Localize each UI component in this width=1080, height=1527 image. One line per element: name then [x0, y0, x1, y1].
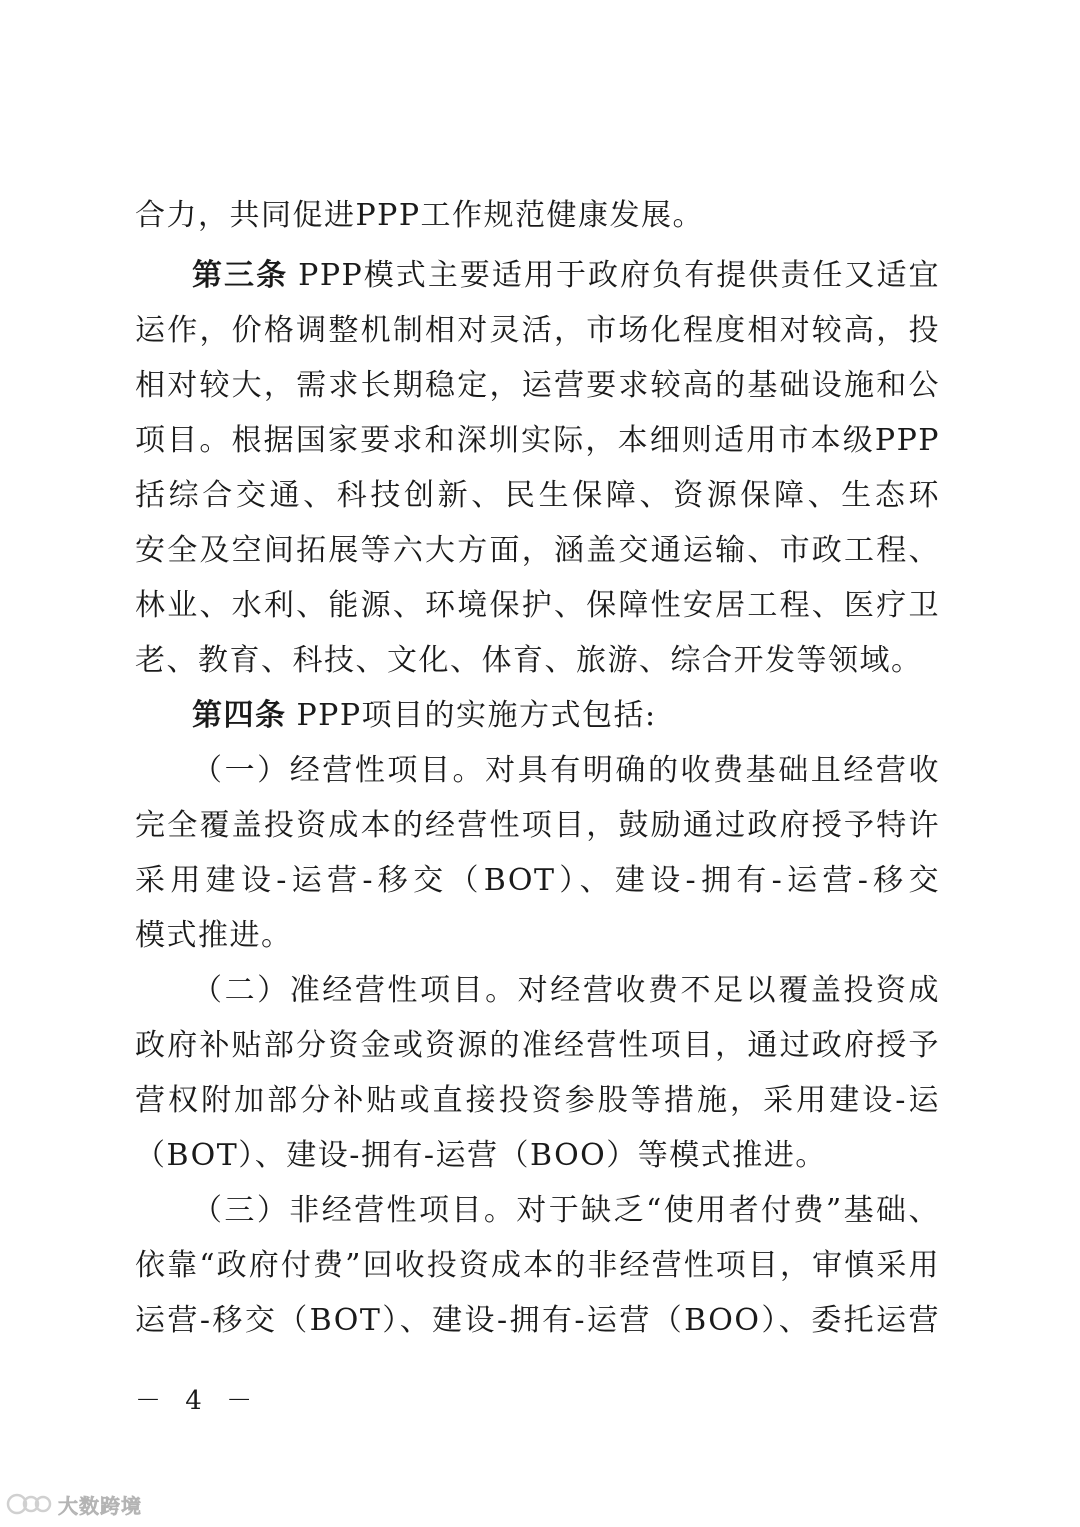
page-number: － 4 －: [135, 1386, 261, 1416]
paragraph-line: PPP项目的实施方式包括:: [296, 698, 657, 733]
paragraph-line: 相对较大，需求长期稳定，运营要求较高的基础设施和公: [135, 368, 940, 403]
paragraph-line: 运营-移交（BOT）、建设-拥有-运营（BOO）、委托运营: [135, 1303, 940, 1338]
article-3-heading: 第三条: [192, 258, 289, 293]
paragraph-line: 模式推进。: [135, 918, 293, 953]
paragraph-line: 合力，共同促进PPP工作规范健康发展。: [135, 198, 705, 233]
paragraph-line: 采用建设-运营-移交（BOT）、建设-拥有-运营-移交: [135, 863, 940, 898]
paragraph-line: 项目。根据国家要求和深圳实际，本细则适用市本级PPP: [135, 423, 940, 458]
paragraph-line: 安全及空间拓展等六大方面，涵盖交通运输、市政工程、: [135, 533, 940, 568]
watermark: [6, 1489, 142, 1519]
watermark-text: 大数跨境: [58, 1493, 142, 1518]
watermark-logo-icon: [6, 1491, 54, 1517]
paragraph-line: （二）准经营性项目。对经营收费不足以覆盖投资成: [192, 973, 940, 1008]
article-3-first-line: [192, 256, 940, 296]
paragraph-line: 林业、水利、能源、环境保护、保障性安居工程、医疗卫: [135, 588, 940, 623]
paragraph-line: 括综合交通、科技创新、民生保障、资源保障、生态环: [135, 478, 940, 513]
paragraph-line: 老、教育、科技、文化、体育、旅游、综合开发等领域。: [135, 643, 923, 678]
paragraph-line: （三）非经营性项目。对于缺乏“使用者付费”基础、: [192, 1193, 940, 1228]
paragraph-line: 完全覆盖投资成本的经营性项目，鼓励通过政府授予特许: [135, 808, 940, 843]
paragraph-line: 运作，价格调整机制相对灵活，市场化程度相对较高，投: [135, 313, 940, 348]
paragraph-line: 营权附加部分补贴或直接投资参股等措施，采用建设-运: [135, 1083, 940, 1118]
paragraph-line: 依靠“政府付费”回收投资成本的非经营性项目，审慎采用: [135, 1248, 940, 1283]
article-4-first-line: [192, 696, 940, 736]
paragraph-line: （BOT）、建设-拥有-运营（BOO）等模式推进。: [135, 1138, 827, 1173]
paragraph-line: （一）经营性项目。对具有明确的收费基础且经营收: [192, 753, 940, 788]
article-4-heading: 第四条: [192, 698, 287, 733]
paragraph-line: 政府补贴部分资金或资源的准经营性项目，通过政府授予: [135, 1028, 940, 1063]
paragraph-line: PPP模式主要适用于政府负有提供责任又适宜: [298, 258, 940, 293]
